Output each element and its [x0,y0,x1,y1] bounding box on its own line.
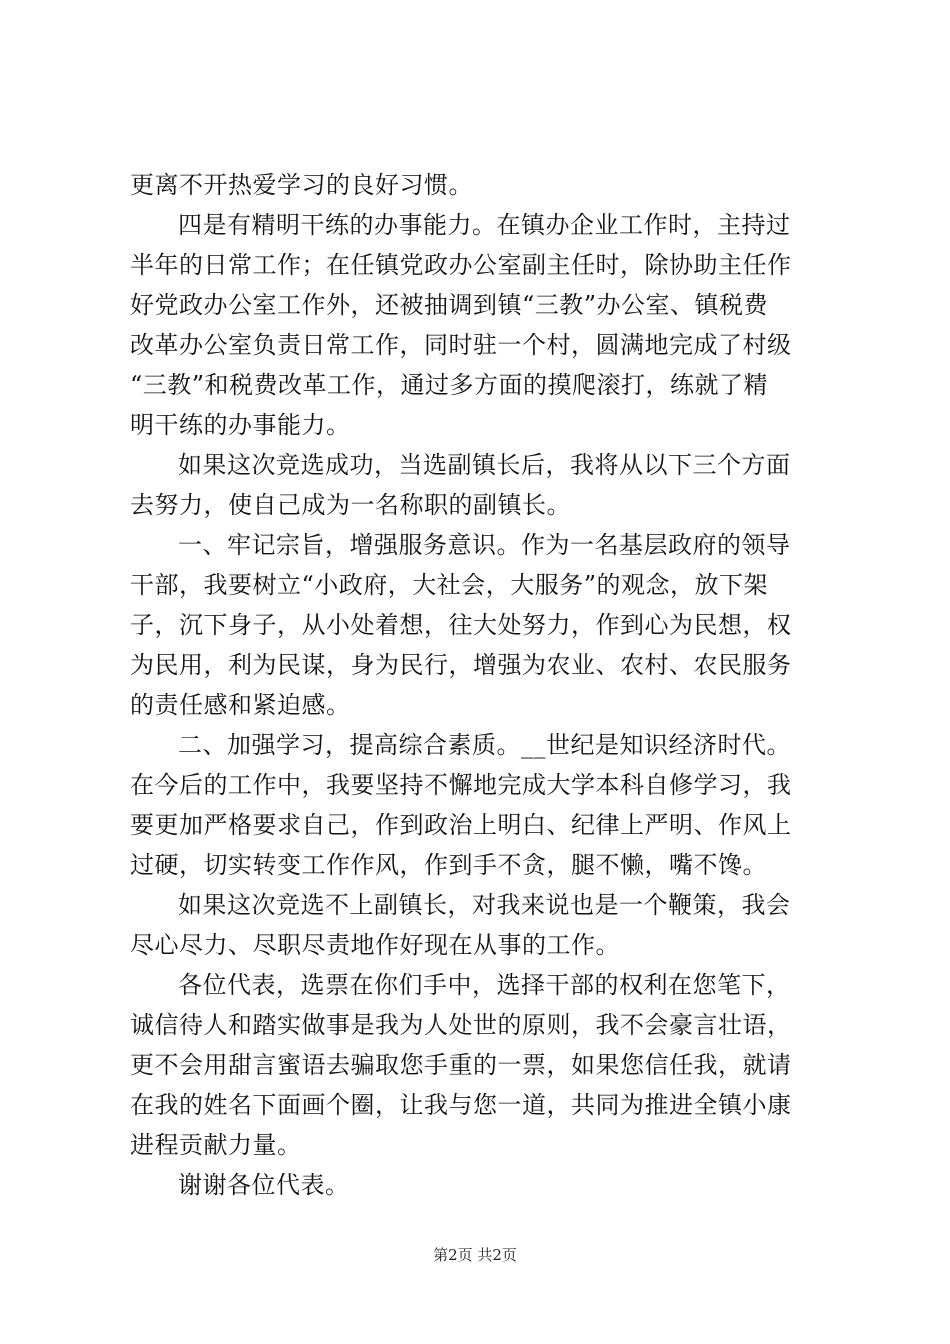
document-body [130,165,830,1205]
text-line: 明干练的办事能力。 [130,411,351,439]
text-line: 进程贡献力量。 [130,1131,302,1159]
page-number-label: 第2页 共2页 [433,1246,517,1264]
paragraph-start-line: 二、加强学习，提高综合素质。__世纪是知识经济时代。 [178,731,791,759]
paragraph-start-line: 各位代表，选票在你们手中，选择干部的权利在您笔下， [178,971,791,999]
text-line: 的责任感和紧迫感。 [130,691,351,719]
paragraph-start-line: 四是有精明干练的办事能力。在镇办企业工作时，主持过 [178,211,791,239]
paragraph-start-line: 一、牢记宗旨，增强服务意识。作为一名基层政府的领导 [178,531,791,559]
text-line: 在我的姓名下面画个圈，让我与您一道，共同为推进全镇小康 [130,1091,792,1119]
text-line: 为民用，利为民谋，身为民行，增强为农业、农村、农民服务 [130,651,792,679]
text-line: 改革办公室负责日常工作，同时驻一个村，圆满地完成了村级 [130,331,792,359]
text-line: 在今后的工作中，我要坚持不懈地完成大学本科自修学习，我 [130,771,792,799]
text-line: 更离不开热爱学习的良好习惯。 [130,171,473,199]
text-line: 更不会用甜言蜜语去骗取您手重的一票，如果您信任我，就请 [130,1051,792,1079]
text-line: 干部，我要树立“小政府，大社会，大服务”的观念，放下架 [130,571,769,599]
text-line: 子，沉下身子，从小处着想，往大处努力，作到心为民想，权 [130,611,792,639]
text-line: 尽心尽力、尽职尽责地作好现在从事的工作。 [130,931,620,959]
text-line: 去努力，使自己成为一名称职的副镇长。 [130,491,571,519]
text-line: “三教”和税费改革工作，通过多方面的摸爬滚打，练就了精 [130,371,769,399]
paragraph-start-line: 如果这次竞选成功，当选副镇长后，我将从以下三个方面 [178,451,791,479]
text-line: 过硬，切实转变工作作风，作到手不贪，腿不懒，嘴不馋。 [130,851,767,879]
text-line: 要更加严格要求自己，作到政治上明白、纪律上严明、作风上 [130,811,792,839]
paragraph-start-line: 如果这次竞选不上副镇长，对我来说也是一个鞭策，我会 [178,891,791,919]
text-line: 半年的日常工作；在任镇党政办公室副主任时，除协助主任作 [130,251,792,279]
text-line: 诚信待人和踏实做事是我为人处世的原则，我不会豪言壮语， [130,1011,792,1039]
page-footer [0,1245,950,1265]
text-line: 好党政办公室工作外，还被抽调到镇“三教”办公室、镇税费 [130,291,769,319]
paragraph-start-line: 谢谢各位代表。 [178,1171,350,1199]
